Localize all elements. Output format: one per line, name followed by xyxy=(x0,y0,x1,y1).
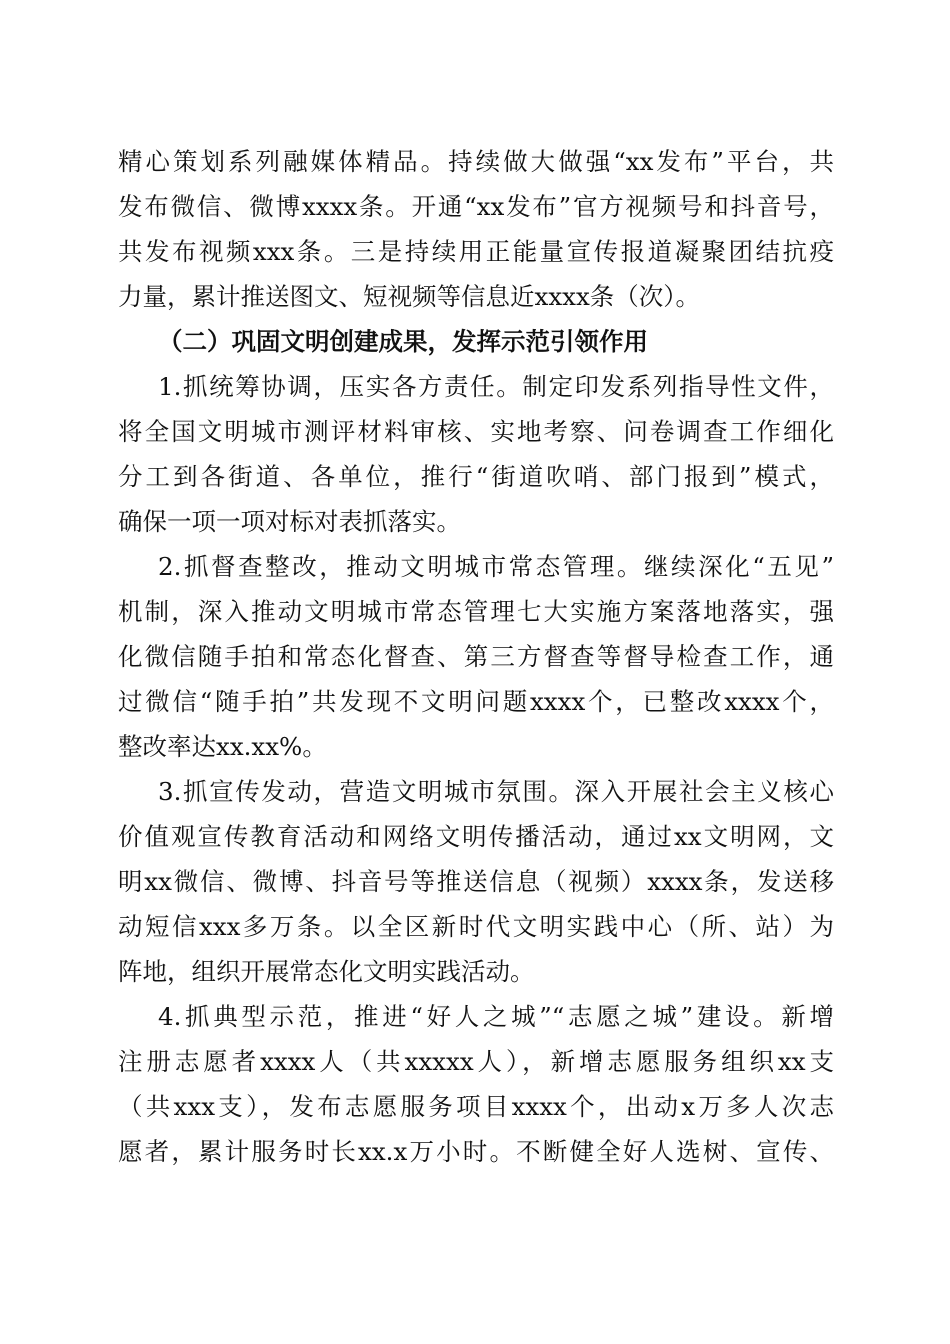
paragraph-line: 分工到各街道、各单位，推行“街道吹哨、部门报到”模式， xyxy=(118,462,834,491)
paragraph-line: 精心策划系列融媒体精品。持续做大做强“xx发布”平台，共 xyxy=(118,147,834,176)
section-heading: （二）巩固文明创建成果，发挥示范引领作用 xyxy=(158,327,648,356)
paragraph-line: 3.抓宣传发动，营造文明城市氛围。深入开展社会主义核心 xyxy=(158,777,834,806)
paragraph-line: 化微信随手拍和常态化督查、第三方督查等督导检查工作，通 xyxy=(118,642,834,671)
paragraph-line: （共xxx支），发布志愿服务项目xxxx个，出动x万多人次志 xyxy=(118,1092,834,1121)
paragraph-line: 机制，深入推动文明城市常态管理七大实施方案落地落实，强 xyxy=(118,597,834,626)
paragraph-line: 1.抓统筹协调，压实各方责任。制定印发系列指导性文件， xyxy=(158,372,834,401)
paragraph-line: 注册志愿者xxxx人（共xxxxx人），新增志愿服务组织xx支 xyxy=(118,1047,834,1076)
paragraph-line: 发布微信、微博xxxx条。开通“xx发布”官方视频号和抖音号， xyxy=(118,192,834,221)
paragraph-line: 明xx微信、微博、抖音号等推送信息（视频）xxxx条，发送移 xyxy=(118,867,834,896)
paragraph-line: 将全国文明城市测评材料审核、实地考察、问卷调查工作细化 xyxy=(118,417,834,446)
paragraph-line: 力量，累计推送图文、短视频等信息近xxxx条（次）。 xyxy=(118,282,701,311)
paragraph-line: 共发布视频xxx条。三是持续用正能量宣传报道凝聚团结抗疫 xyxy=(118,237,834,266)
paragraph-line: 动短信xxx多万条。以全区新时代文明实践中心（所、站）为 xyxy=(118,912,834,941)
paragraph-line: 4.抓典型示范，推进“好人之城”“志愿之城”建设。新增 xyxy=(158,1002,834,1031)
paragraph-line: 过微信“随手拍”共发现不文明问题xxxx个，已整改xxxx个， xyxy=(118,687,834,716)
paragraph-line: 确保一项一项对标对表抓落实。 xyxy=(118,507,461,536)
paragraph-line: 愿者，累计服务时长xx.x万小时。不断健全好人选树、宣传、 xyxy=(118,1137,834,1166)
paragraph-line: 2.抓督查整改，推动文明城市常态管理。继续深化“五见” xyxy=(158,552,834,581)
paragraph-line: 整改率达xx.xx%。 xyxy=(118,732,327,761)
paragraph-line: 阵地，组织开展常态化文明实践活动。 xyxy=(118,957,535,986)
paragraph-line: 价值观宣传教育活动和网络文明传播活动，通过xx文明网，文 xyxy=(118,822,834,851)
